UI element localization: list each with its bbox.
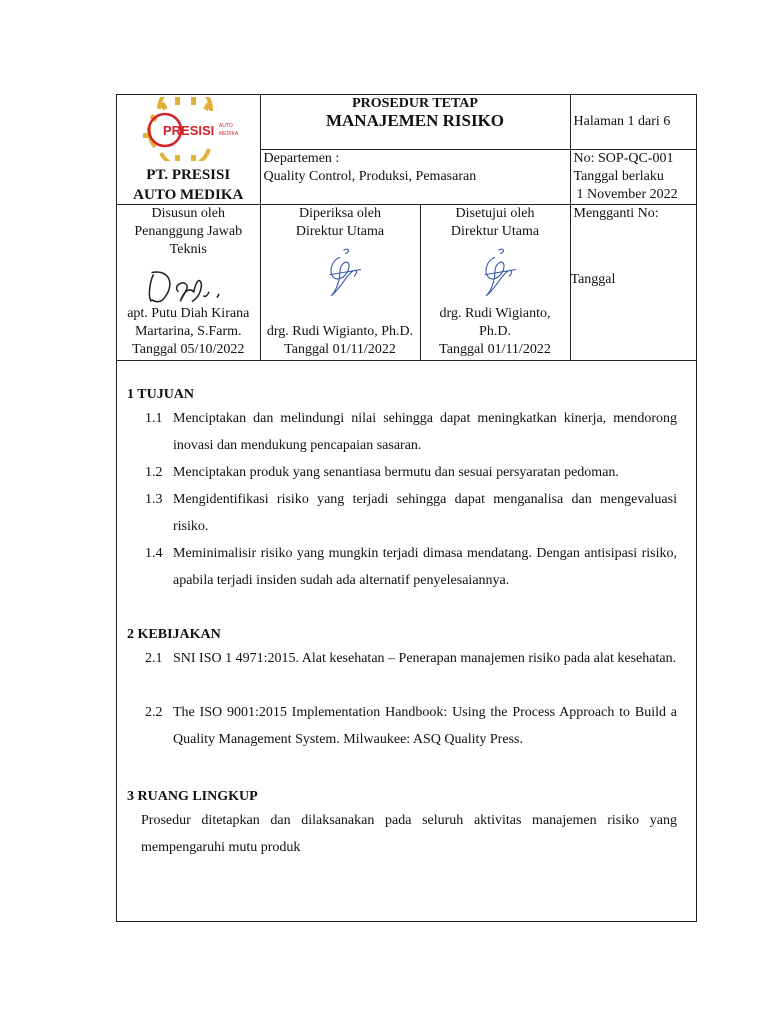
checked-by-role: Direktur Utama	[295, 223, 385, 239]
list-item: 1.4 Meminimalisir risiko yang mungkin terjadi dimasa mendatang. Dengan antisipasi risiko, apabila terjadi insiden sudah ada alternatif penyelesaiannya.	[145, 546, 677, 588]
approved-by-label: Disetujui oleh	[455, 205, 535, 221]
list-item: 2.2 The ISO 9001:2015 Implementation Handbook: Using the Process Approach to Build a Quality Management System. Milwaukee: ASQ Quality Press.	[145, 705, 677, 747]
replaces-label: Mengganti No:	[573, 205, 659, 221]
prepared-by-label: Disusun oleh	[151, 205, 225, 221]
prepared-by-role: Penanggung Jawab Teknis	[134, 223, 243, 257]
prepared-by-name: apt. Putu Diah Kirana Martarina, S.Farm.	[127, 305, 250, 339]
prepared-by-cell	[117, 204, 260, 360]
company-name: PT. PRESISI AUTO MEDIKA	[133, 167, 244, 203]
department-label: Departemen :	[263, 150, 340, 166]
document-frame	[116, 94, 697, 922]
department-value: Quality Control, Produksi, Pemasaran	[263, 168, 477, 184]
department-cell	[260, 149, 570, 204]
svg-text:MEDIKA: MEDIKA	[219, 131, 239, 137]
scope-paragraph: Prosedur ditetapkan dan dilaksanakan pada seluruh aktivitas manajemen risiko yang mempengaruhi mutu produk	[141, 813, 677, 855]
company-logo-icon	[131, 97, 241, 161]
svg-text:AUTO: AUTO	[219, 123, 233, 129]
document-title: MANAJEMEN RISIKO	[325, 111, 505, 130]
page-info-cell	[570, 95, 696, 149]
list-item: 1.2 Menciptakan produk yang senantiasa bermutu dan sesuai persyaratan pedoman.	[145, 465, 619, 480]
svg-text:PRESISI: PRESISI	[163, 123, 215, 138]
approved-by-role: Direktur Utama	[450, 223, 540, 239]
checked-by-cell	[260, 204, 420, 360]
effective-date-label: Tanggal berlaku	[573, 168, 664, 184]
page-info: Halaman 1 dari 6	[573, 113, 671, 129]
document-number-cell	[570, 149, 696, 204]
checked-by-date: Tanggal 01/11/2022	[284, 341, 396, 357]
signature-rudi-icon	[305, 245, 375, 301]
document-type-title: PROSEDUR TETAP	[352, 96, 478, 111]
list-item: 2.1 SNI ISO 1 4971:2015. Alat kesehatan – Penerapan manajemen risiko pada alat kesehatan.	[145, 651, 677, 666]
list-item: 1.3 Mengidentifikasi risiko yang terjadi sehingga dapat menganalisa dan mengevaluasi risiko.	[145, 492, 677, 534]
logo-cell	[117, 95, 260, 204]
checked-by-label: Diperiksa oleh	[298, 205, 382, 221]
checked-by-name: drg. Rudi Wigianto, Ph.D.	[266, 323, 414, 339]
title-cell	[260, 95, 570, 149]
document-number: No: SOP-QC-001	[573, 150, 674, 166]
approved-by-name: drg. Rudi Wigianto, Ph.D.	[439, 305, 551, 339]
section-heading-ruang-lingkup: 3 RUANG LINGKUP	[127, 789, 258, 804]
replaces-cell	[570, 204, 696, 360]
section-heading-tujuan: 1 TUJUAN	[127, 387, 195, 402]
list-item: 1.1 Menciptakan dan melindungi nilai sehingga dapat meningkatkan kinerja, mendorong inovasi dan mendukung pencapaian sasaran.	[145, 411, 677, 453]
section-heading-kebijakan: 2 KEBIJAKAN	[127, 627, 221, 642]
approved-by-date: Tanggal 01/11/2022	[439, 341, 551, 357]
effective-date: 1 November 2022	[576, 186, 678, 202]
signature-putu-icon	[140, 263, 236, 311]
replaces-date-label: Tanggal	[570, 271, 616, 287]
signature-rudi-2-icon	[460, 245, 530, 301]
prepared-by-date: Tanggal 05/10/2022	[132, 341, 245, 357]
approved-by-cell	[420, 204, 570, 360]
document-header	[117, 95, 696, 360]
